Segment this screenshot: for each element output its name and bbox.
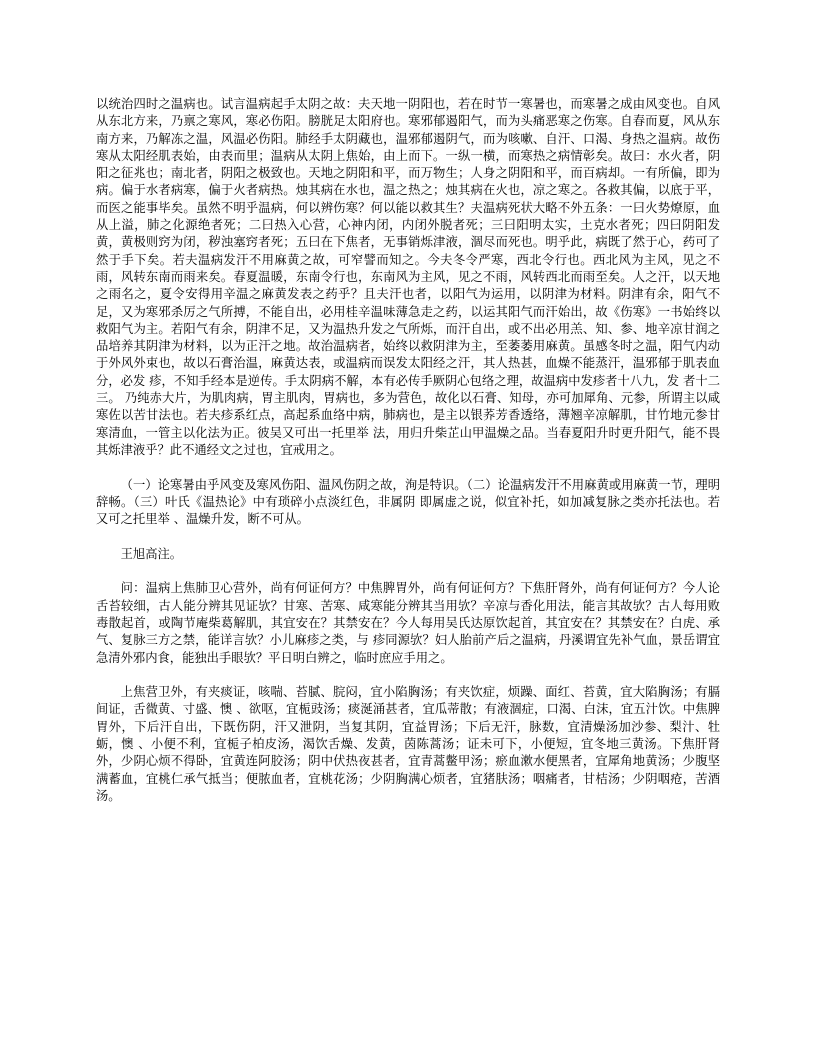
paragraph-3: 王旭高注。	[120, 546, 183, 561]
document-body	[96, 96, 720, 805]
paragraph-1: 以统治四时之温病也。试言温病起手太阴之故：夫天地一阴阳也，若在时节一寒暑也，而寒暑之成由风变也。自风从东北方来，乃禀之寒风，寒必伤阳。膀胱足太阳府也。寒邪郁遏阳气，而为头痛恶寒之伤寒。自春而夏，风从东南方来，乃解冻之温，风温必伤阳。肺经手太阴藏也，温邪郁遏阴气，而为咳嗽、自汗、口渴、身热之温病。故伤寒从太阳经肌表始，由表而里；温病从太阴上焦始，由上而下。一纵一横，而寒热之病情彰矣。故曰：水火者，阴阳之征兆也；南北者，阴阳之极致也。天地之阴阳和平，而万物生；人身之阴阳和平，而百病却。一有所偏，即为病。偏于水者病寒，偏于火者病热。烛其病在水也，温之热之；烛其病在火也，凉之寒之。各救其偏，以底于平，而医之能事毕矣。虽然不明乎温病，何以辨伤寒？何以能以救其生？夫温病死状大略不外五条：一曰火势燎原，血从上溢，肺之化源绝者死；二曰热入心营，心神内闭，内闭外脱者死；三曰阳明太实，土克水者死；四曰阴阳发黄，黄极则窍为闭，秽浊塞窍者死；五曰在下焦者，无事销烁津液，涸尽而死也。明乎此，病既了然于心，药可了然于手下矣。若夫温病发汗不用麻黄之故，可窄譬而知之。今夫冬令严寒，西北令行也。西北风为主风，见之不雨，风转东南而雨来矣。春夏温暖，东南令行也，东南风为主风，见之不雨，风转西北而雨至矣。人之汗，以天地之雨名之，夏令安得用辛温之麻黄发表之药乎？且夫汗也者，以阳气为运用，以阴津为材料。阴津有余，阳气不足，又为寒邪杀厉之气所搏，不能自出，必用桂辛温味薄急走之药，以运其阳气而汗始出，故《伤寒》一书始终以救阳气为主。若阳气有余，阴津不足，又为温热升发之气所烁，而汗自出，或不出必用羔、知、参、地辛凉甘润之品培养其阴津为材料，以为正汗之地。故治温病者，始终以救阴津为主，至萎萎用麻黄。虽感冬时之温，阳气内动于外风外束也，故以石膏治温，麻黄达表，或温病而误发太阳经之汗，其人热甚，血燥不能蒸汗，温邪郁于肌表血分，必发 疹，不知手经本是逆传。手太阴病不解，本有必传手厥阴心包络之理，故温病中发疹者十八九，发 者十二三。 乃纯赤大片，为肌肉病，胃主肌肉，胃病也，多为营色，故化以石膏、知母，亦可加犀角、元参，所谓主以咸寒佐以苦甘法也。若夫疹系红点，高起系血络中病，肺病也，是主以银荞芳香透络，薄翘辛凉解肌，甘竹地元参甘寒清血，一管主以化法为正。彼吴又可出一托里举 法，用归升柴芷山甲温燥之品。当春夏阳升时更升阳气，能不畏其烁津液乎？此不通经文之过也，宜戒用之。	[96, 97, 720, 457]
paragraph-4: 问：温病上焦肺卫心营外，尚有何证何方？中焦脾胃外，尚有何证何方？下焦肝肾外，尚有何证何方？今人论舌苔较细，古人能分辨其见证欤？甘寒、苦寒、咸寒能分辨其当用欤？辛凉与香化用法，能言其故欤？古人每用败毒散起首，或陶节庵柴葛解肌，其宜安在？其禁安在？今人每用吴氏达原饮起首，其宜安在？其禁安在？白虎、承气、复脉三方之禁，能详言欤？小儿麻疹之类，与 疹同源欤？妇人胎前产后之温病，丹溪谓宜先补气血，景岳谓宜急清外邪内食，能独出手眼欤？平日明白辨之，临时庶应手用之。	[96, 581, 720, 665]
paragraph-2: （一）论寒暑由乎风变及寒风伤阳、温风伤阴之故，洵是特识。（二）论温病发汗不用麻黄或用麻黄一节，理明辞畅。（三）叶氏《温热论》中有琐碎小点淡红色，非属阴 即属虚之说，似宜补托，如加减复脉之类亦托法也。若又可之托里举 、温燥升发，断不可从。	[96, 477, 720, 527]
paragraph-5: 上焦营卫外，有夹痰证，咳喘、苔腻、脘闷，宜小陷胸汤；有夹饮症，烦躁、面红、苔黄，宜大陷胸汤；有膈间证，舌微黄、寸盛、懊 、欲呕，宜栀豉汤；痰涎涌甚者，宜瓜蒂散；有液涸症，口渴、白沫，宜五汁饮。中焦脾胃外，下后汗自出，下既伤阴，汗又泄阴，当复其阴，宜益胃汤；下后无汗，脉数，宜清燥汤加沙参、梨汁、牡蛎，懊 、小便不利，宜栀子柏皮汤，渴饮舌燥、发黄，茵陈蒿汤；证未可下，小便短，宜冬地三黄汤。下焦肝肾外，少阴心烦不得卧，宜黄连阿胶汤；阴中伏热夜甚者，宜青蒿鳖甲汤；瘀血漱水便黑者，宜犀角地黄汤；少腹坚满蓄血，宜桃仁承气抵当；便脓血者，宜桃花汤；少阴胸满心烦者，宜猪肤汤；咽痛者，甘桔汤；少阴咽疮，苦酒汤。	[96, 685, 720, 803]
